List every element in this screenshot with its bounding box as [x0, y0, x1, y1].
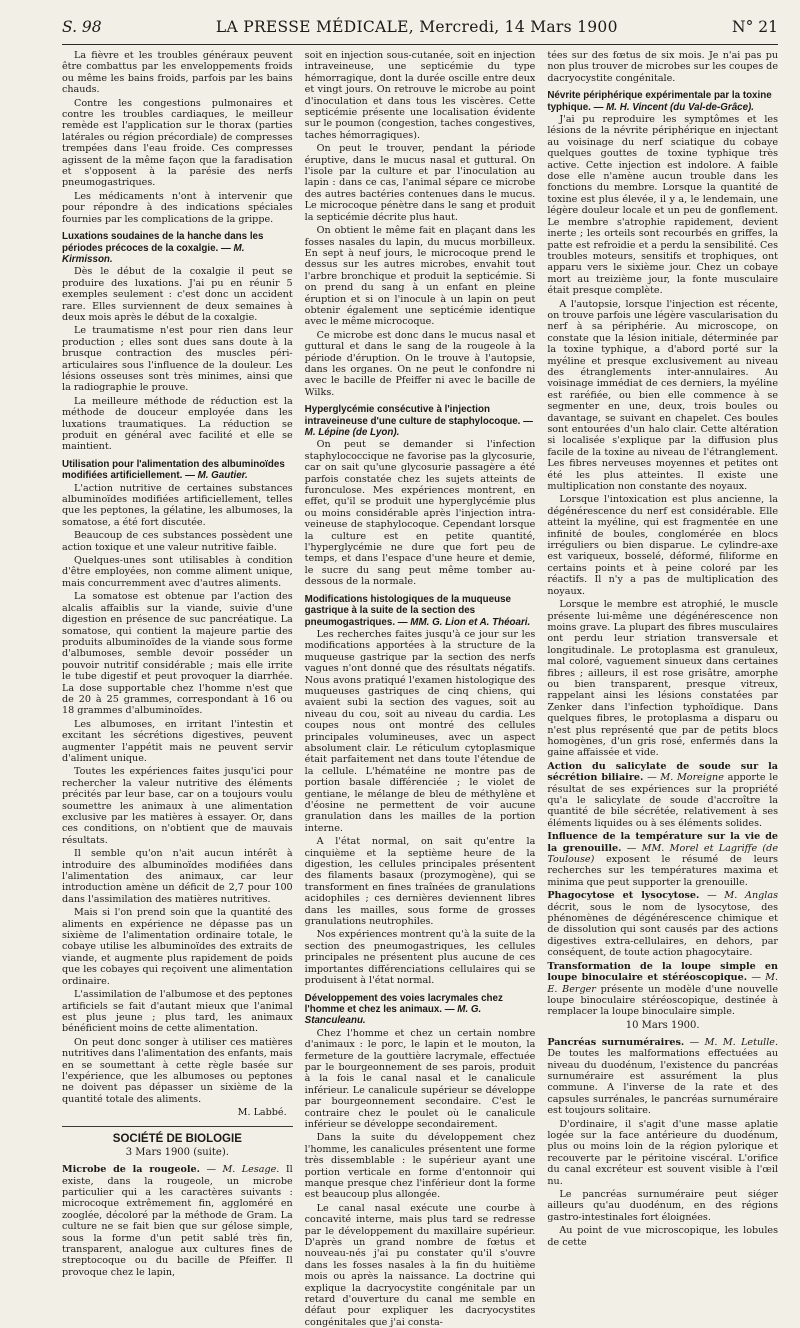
heading-text: Luxations soudaines de la hanche dans les périodes précoces de la coxalgie.: [62, 231, 264, 254]
heading-author: — M. E. Berger: [547, 972, 779, 995]
paragraph: L'assimilation de l'albumose et des peptones artificiels se fait d'autant mieux que l'animal est plus jeune ; plus tard, les animaux bénéficient moins de cette alimentation.: [62, 989, 293, 1035]
heading-text: Modifications histologiques de la muqueuse gastrique à la suite de la section des pneumogastriques.: [304, 593, 511, 628]
paragraph: La somatose est obtenue par l'action des alcalis affaiblis sur la viande, suivie d'une digestion en présence de suc pancréatique. La somatose, qui contient la majeure partie des produits albuminoïdes de la viande sous forme d'albumoses, semble devoir posséder un pouvoir nutritif considérable ; mais elle irrite le tube digestif et peut provoquer la diarrhée. La dose supportable chez l'homme n'est que de 20 à 25 grammes, correspondant à 16 ou 18 grammes d'albuminoïdes.: [62, 591, 293, 717]
paragraph: Dès le début de la coxalgie il peut se produire des luxations. J'ai pu en réunir 5 exemples seulement : c'est donc un accident rare. Elles surviennent de deux semaines à deux mois après le début de la coxalgie.: [62, 266, 293, 323]
paragraph: [547, 831, 778, 888]
heading-author: — M. H. Vincent (du Val-de-Grâce).: [593, 101, 755, 113]
heading-text: Phagocytose et lysocytose.: [547, 890, 700, 902]
paragraph: On peut le trouver, pendant la période éruptive, dans le mucus nasal et guttural. On l'isole par la culture et par l'inoculation au lapin : dans ce cas, l'animal sépare ce microbe des autres bactéries contenues dans le mucus. Le microcoque pénètre dans le sang et produit la septicémie décrite plus haut.: [304, 143, 536, 223]
paragraph: A l'autopsie, lorsque l'injection est récente, on trouve parfois une légère vascularisation du nerf à sa périphérie. Au microscope, on constate que la lésion initiale, déterminée par la toxine typhique, a d'abord porté sur la myéline et presque exclusivement au niveau des étranglements inter-annulaires. Au voisinage immédiat de ces derniers, la myéline est raréfiée, ou bien elle commence à se segmenter en une, deux, trois boules ou davantage, se suivant en chapelet. Ces boules sont entourées d'un halo clair. Cette altération si localisée s'explique par la diffusion plus facile de la toxine au niveau de l'étranglement. Les fibres nerveuses moyennes et petites ont été les plus atteintes. Il existe une multiplication non constante des noyaux.: [547, 298, 779, 493]
journal-title: LA PRESSE MÉDICALE, Mercredi, 14 Mars 1900: [215, 18, 618, 36]
article-heading: [305, 993, 536, 1027]
heading-text: Utilisation pour l'alimentation des albuminoïdes modifiées artificiellement.: [62, 458, 285, 482]
session-date: 3 Mars 1900 (suite).: [125, 1147, 229, 1159]
paragraph: Contre les congestions pulmonaires et contre les troubles cardiaques, le meilleur remède est l'application sur le thorax (parties latérales ou région précordiale) de compresses trempées dans l'eau froide. Ces compresses agissent de la même façon que la faradisation et s'opposent à la parésie des nerfs pneumogastriques.: [62, 97, 293, 189]
heading-author: — M. G. Stanculeanu.: [304, 1003, 482, 1027]
heading-author: — MM. G. Lion et A. Théoari.: [397, 616, 531, 628]
signature: M. Labbé.: [237, 1107, 287, 1119]
paragraph: On obtient le même fait en plaçant dans les fosses nasales du lapin, du mucus morbilleux. En sept à neuf jours, le microcoque prend le dessus sur les autres microbes, envahit tout l'arbre bronchique et produit la septicémie. Si on prend du sang à un enfant en pleine éruption et si on l'inocule à un lapin on peut obtenir également une septicémie identique avec le même microcoque.: [304, 225, 536, 328]
article-heading: [547, 90, 778, 113]
heading-author: — M. Lesage.: [206, 1164, 280, 1176]
paragraph: Le traumatisme n'est pour rien dans leur production ; elles sont dues sans doute à la brusque contraction des muscles péri-articulaires sous l'influence de la douleur. Les lésions osseuses sont très minimes, ainsi que la radiographie le prouve.: [62, 325, 293, 394]
paragraph: Le pancréas surnuméraire peut siéger ailleurs qu'au duodénum, en des régions gastro-intestinales fort éloignées.: [547, 1189, 779, 1223]
paragraph: [547, 761, 778, 829]
heading-text: Développement des voies lacrymales chez l'homme et chez les animaux.: [304, 992, 503, 1015]
paragraph: Nos expériences montrent qu'à la suite de la section des pneumogastriques, les cellules principales ne présentent plus aucune de ces importantes différenciations cellulaires qui se produisent à l'état normal.: [304, 929, 536, 987]
article-heading: [305, 594, 536, 628]
heading-text: Action du salicylate de soude sur la sécrétion biliaire.: [547, 760, 779, 784]
paragraph-text: Il existe, dans la rougeole, un microbe particulier qui a les caractères suivants : microcoque extrêmement fin, aggloméré en zooglée, décoloré par la méthode de Gram. La culture ne se fait bien que sur gélose simple, sous la forme d'un petit sablé très fin, transparent, analogue aux cultures fines de streptocoque ou du bacille de Pfeiffer. Il provoque chez le lapin,: [62, 1164, 293, 1278]
paragraph: L'action nutritive de certaines substances albuminoïdes modifiées artificiellement, telles que les peptones, la gélatine, les albumoses, la somatose, a été fort discutée.: [62, 482, 293, 528]
paragraph: Les médicaments n'ont à intervenir que pour répondre à des indications spéciales fournies par les complications de la grippe.: [62, 190, 293, 225]
heading-author: — M. Lépine (de Lyon).: [304, 415, 533, 438]
paragraph-text: présente un modèle d'une nouvelle loupe binoculaire stéréoscopique, destinée à remplacer la loupe binoculaire simple.: [547, 983, 779, 1018]
paragraph: On peut donc songer à utiliser ces matières nutritives dans l'alimentation des enfants, mais en se soumettant à cette règle basée sur l'expérience, que les albumoses ou peptones ne doivent pas dépasser un sixième de la quantité totale des aliments.: [62, 1036, 293, 1105]
paragraph: [547, 890, 778, 958]
heading-author: — M. Anglas: [707, 890, 778, 902]
society-title: SOCIÉTÉ DE BIOLOGIE: [62, 1126, 293, 1145]
paragraph: J'ai pu reproduire les symptômes et les lésions de la névrite périphérique en injectant au voisinage du nerf sciatique du cobaye quelques gouttes de toxine typhique très active. Cette injection est indolore. A faible dose elle n'amène aucun trouble dans les fonctions du membre. Lorsque la quantité de toxine est plus élevée, il y a, le lendemain, une légère douleur locale et un peu de gonflement. Le membre s'atrophie rapidement, devient inerte ; les orteils sont recourbés en griffes, la patte est refroidie et a perdu la sensibilité. Ces troubles moteurs, sensitifs et trophiques, ont apparu vers le sixième jour. Chez un cobaye mort au treizième jour, la fonte musculaire était presque complète.: [547, 114, 779, 297]
heading-text: Transformation de la loupe simple en loupe binoculaire et stéréoscopique.: [547, 960, 779, 984]
paragraph: [62, 1164, 293, 1278]
article-heading: [62, 231, 293, 265]
paragraph-text: décrit, sous le nom de lysocytose, des phénomènes de dégénérescence chimique et de dissolution qui sont causés par des actions digestives extra-cellulaires, en dehors, par conséquent, de toute action phagocytaire.: [547, 901, 779, 959]
paragraph: [547, 961, 778, 1018]
paragraph: Au point de vue microscopique, les lobules de cette: [547, 1225, 779, 1248]
page-header: [62, 18, 778, 45]
paragraph: Lorsque l'intoxication est plus ancienne, la dégénérescence du nerf est considérable. Elle atteint la myéline, qui est fragmentée en une infinité de boules, conglomérée en blocs irréguliers ou bien disparue. Le cylindre-axe est variqueux, bosselé, déformé, filiforme en certains points et à peine coloré par les réactifs. Il n'y a pas de multiplication des noyaux.: [547, 494, 779, 597]
paragraph: Toutes les expériences faites jusqu'ici pour rechercher la valeur nutritive des éléments précités par leur base, car on a toujours voulu soumettre les animaux à une alimentation exclusive par les matières à essayer. Or, dans ces conditions, on n'obtient que de mauvais résultats.: [62, 766, 293, 846]
paragraph: Dans la suite du développement chez l'homme, les canalicules présentent une forme très dissemblable : le supérieur ayant une portion verticale en forme d'entonnoir qui manque presque chez l'inférieur dont la forme est beaucoup plus allongée.: [304, 1132, 536, 1201]
column-2: [304, 50, 536, 1328]
paragraph-text: De toutes les malformations effectuées au niveau du duodénum, l'existence du pancréas surnuméraire est assurément la plus commune. A l'inverse de la rate et des capsules surrénales, le pancréas surnuméraire est toujours solitaire.: [547, 1048, 779, 1117]
paragraph: Mais si l'on prend soin que la quantité des aliments en expérience ne dépasse pas un sixième de l'alimentation ordinaire totale, le cobaye utilise les albuminoïdes des extraits de viande, et augmente plus rapidement de poids que les cobayes qui reçoivent une alimentation ordinaire.: [62, 907, 293, 987]
paragraph: soit en injection sous-cutanée, soit en injection intraveineuse, une septicémie du type hémorragique, dont la durée oscille entre deux et vingt jours. On retrouve le microbe au point d'inoculation et dans tous les viscères. Cette septicémie présente une localisation évidente sur le poumon (congestion, taches congestives, taches hémorragiques).: [304, 50, 536, 141]
heading-text: Hyperglycémie consécutive à l'injection intraveineuse d'une culture de staphylocoque.: [304, 404, 521, 427]
paragraph: On peut se demander si l'infection staphylococcique ne favorise pas la glycosurie, car on sait qu'une glycosurie passagère a été parfois constatée chez les sujets atteints de furonculose. Mes expériences montrent, en effet, qu'il se produit une hyperglycémie plus ou moins considérable après l'injection intra-veineuse de staphylocoque. Cependant lorsque la culture est en petite quantité, l'hyperglycémie ne dure que fort peu de temps, et dans l'espace d'une heure et demie, le sucre du sang peut même tomber au-dessous de la normale.: [304, 439, 536, 588]
page-number: S. 98: [62, 18, 102, 36]
paragraph: Les albumoses, en irritant l'intestin et excitant les sécrétions digestives, peuvent augmenter l'appétit mais ne peuvent servir d'aliment unique.: [62, 718, 293, 764]
paragraph: Beaucoup de ces substances possèdent une action toxique et une valeur nutritive faible.: [62, 530, 293, 553]
paragraph: Quelques-unes sont utilisables à condition d'être employées, non comme aliment unique, mais concurremment avec d'autres aliments.: [62, 555, 293, 589]
heading-author: — M. Gautier.: [185, 470, 248, 482]
heading-text: Pancréas surnuméraires.: [547, 1036, 685, 1048]
heading-text: Influence de la température sur la vie de la grenouille.: [547, 831, 779, 854]
session-date: 10 Mars 1900.: [625, 1019, 700, 1031]
heading-author: — M. Moreigne: [647, 772, 724, 784]
paragraph: Il semble qu'on n'ait aucun intérêt à introduire des albuminoïdes modifiées dans l'alimentation des animaux, car leur introduction amène un déficit de 2,7 pour 100 dans l'assimilation des matières nutritives.: [62, 848, 293, 905]
heading-author: — M. Kirmisson.: [62, 242, 245, 265]
paragraph: La fièvre et les troubles généraux peuvent être combattus par les enveloppements froids ou même les bains froids, parfois par les bains chauds.: [62, 50, 293, 96]
paragraph: Lorsque le membre est atrophié, le muscle présente lui-même une dégénérescence non moins grave. La plupart des fibres musculaires ont perdu leur striation transversale et longitudinale. Le protoplasma est granuleux, mal coloré, vaguement sinueux dans certaines fibres ; ailleurs, il est rose grisâtre, amorphe ou bien transparent, presque vitreux, rappelant ainsi les lésions constatées par Zenker dans l'infection typhoïdique. Dans quelques fibres, le protoplasma a disparu ou n'est plus représenté que par de petits blocs homogènes, d'un gris rosé, enfermés dans la gaine affaissée et vide.: [547, 599, 779, 759]
heading-text: Névrite périphérique expérimentale par la toxine typhique.: [547, 90, 772, 113]
heading-text: Microbe de la rougeole.: [62, 1164, 200, 1176]
article-heading: [62, 459, 293, 482]
article-heading: [305, 404, 536, 438]
paragraph: La meilleure méthode de réduction est la méthode de douceur employée dans les luxations traumatiques. La réduction se produit en général avec facilité et elle se maintient.: [62, 395, 293, 453]
paragraph-text: exposent le résumé de leurs recherches sur les températures maxima et minima que peut supporter la grenouille.: [547, 854, 779, 888]
column-3: [547, 50, 779, 1248]
paragraph: Le canal nasal exécute une courbe à concavité interne, mais plus tard se redresse par le développement du maxillaire supérieur. D'après un grand nombre de fœtus et nouveau-nés j'ai pu constater qu'il s'ouvre dans les fosses nasales à la fin du huitième mois ou après la naissance. La doctrine qui explique la dacryocystite congénitale par un retard d'ouverture du canal me semble en défaut pour expliquer les dacryocystites congénitales que j'ai consta-: [304, 1202, 536, 1328]
text-columns: [62, 50, 779, 1328]
paragraph: [547, 1037, 778, 1117]
paragraph: tées sur des fœtus de six mois. Je n'ai pas pu non plus trouver de microbes sur les coupes de dacryocystite congénitale.: [547, 50, 779, 84]
paragraph: A l'état normal, on sait qu'entre la cinquième et la septième heure de la digestion, les cellules principales présentent des filaments basaux (prozymogène), qui se transforment en fines traînées de granulations acidophiles ; ces dernières deviennent libres dans les mailles, sous forme de grosses granulations neutrophiles.: [304, 836, 536, 928]
heading-author: — M. M. Letulle.: [689, 1036, 779, 1048]
issue-number: N° 21: [732, 18, 778, 36]
column-1: [62, 50, 293, 1278]
heading-author: — MM. Morel et Lagriffe (de Toulouse): [547, 842, 778, 866]
paragraph-text: apporte le résultat de ses expériences sur la propriété qu'a le salicylate de soude d'accroître la quantité de bile sécrétée, relativement à ses éléments liquides ou à ses éléments solides.: [547, 772, 779, 829]
paragraph: D'ordinaire, il s'agit d'une masse aplatie logée sur la face antérieure du duodénum, plus ou moins loin de la région pylorique et recouverte par le péritoine viscéral. L'orifice du canal excréteur est souvent visible à l'œil nu.: [547, 1118, 779, 1187]
paragraph: Ce microbe est donc dans le mucus nasal et guttural et dans le sang de la rougeole à la période d'éruption. On le trouve à l'autopsie, dans les organes. On ne peut le confondre ni avec le bacille de Pfeiffer ni avec le bacille de Wilks.: [304, 329, 536, 398]
paragraph: Les recherches faites jusqu'à ce jour sur les modifications apportées à la structure de la muqueuse gastrique par la section des nerfs vagues n'ont donné que des résultats négatifs. Nous avons pratiqué l'examen histologique des muqueuses gastriques de cinq chiens, qui avaient subi la section des vagues, soit au niveau du cou, soit au niveau du cardia. Les coupes nous ont montré des cellules principales volumineuses, avec un aspect absolument clair. Le réticulum cytoplasmique était parfaitement net dans toute l'étendue de la cellule. L'hématéine ne montre pas de portion basale différenciée ; le violet de gentiane, le mélange de bleu de méthylène et d'éosine ne permettent de voir aucune granulation dans les mailles de la portion interne.: [304, 628, 536, 834]
paragraph: Chez l'homme et chez un certain nombre d'animaux : le porc, le lapin et le mouton, la fermeture de la gouttière lacrymale, effectuée par le bourgeonnement de ses parois, produit à la fois le canal nasal et le canalicule inférieur. Le canalicule supérieur se développe par bourgeonnement secondaire. C'est le contraire chez le poulet où le canalicule inférieur se développe secondairement.: [304, 1027, 536, 1130]
